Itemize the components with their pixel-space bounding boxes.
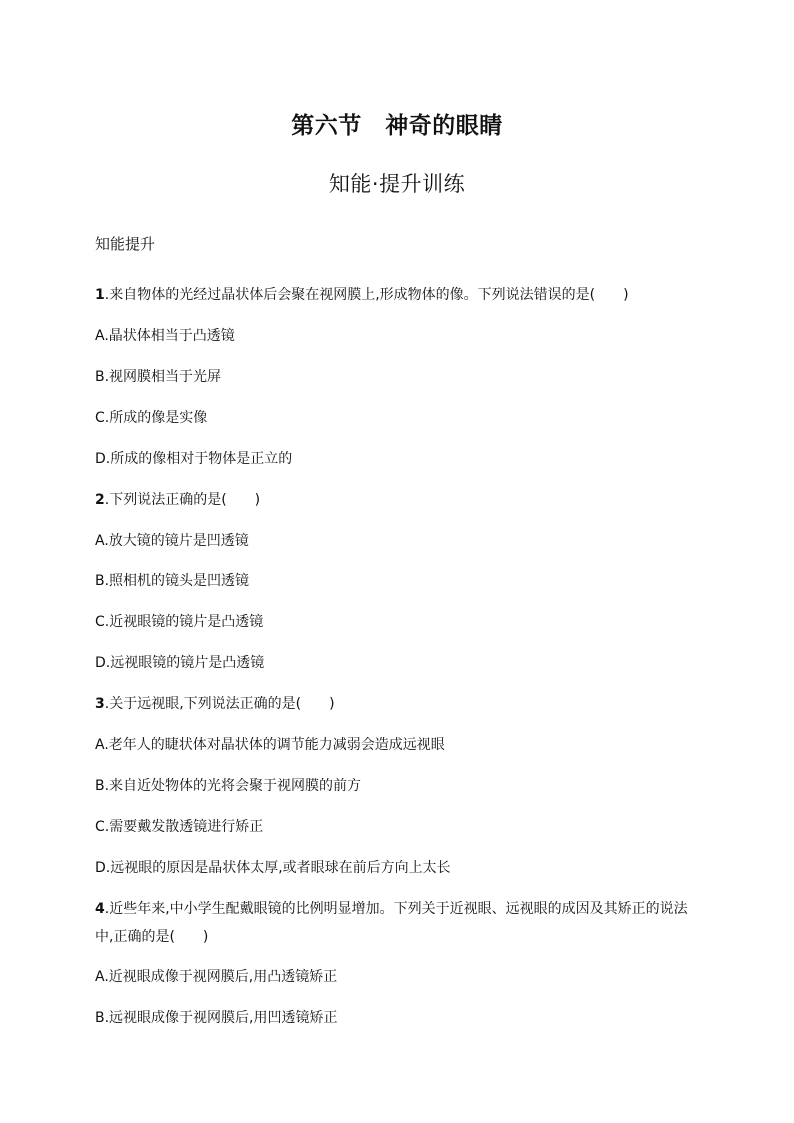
question-1-option-b: B.视网膜相当于光屏 [95, 369, 222, 385]
question-3-option-c: C.需要戴发散透镜进行矫正 [95, 819, 264, 835]
question-text: .来自物体的光经过晶状体后会聚在视网膜上,形成物体的像。下列说法错误的是( ) [104, 287, 629, 303]
question-text: .近些年来,中小学生配戴眼镜的比例明显增加。下列关于近视眼、远视眼的成因及其矫正的说法 [104, 901, 688, 917]
question-3-stem [95, 694, 335, 714]
question-4-option-a: A.近视眼成像于视网膜后,用凸透镜矫正 [95, 969, 338, 985]
page-title: 第六节 神奇的眼睛 [291, 113, 503, 139]
question-3-option-a: A.老年人的睫状体对晶状体的调节能力减弱会造成远视眼 [95, 737, 445, 753]
question-2-stem [95, 490, 260, 510]
question-1-stem [95, 285, 629, 305]
question-1-option-d: D.所成的像相对于物体是正立的 [95, 451, 293, 467]
section-heading: 知能提升 [95, 235, 156, 253]
question-2-option-b: B.照相机的镜头是凹透镜 [95, 573, 250, 589]
question-number: 4 [95, 901, 105, 917]
question-number: 2 [95, 492, 105, 508]
question-2-option-a: A.放大镜的镜片是凹透镜 [95, 533, 249, 549]
question-number: 1 [95, 287, 105, 303]
question-1-option-a: A.晶状体相当于凸透镜 [95, 328, 235, 344]
question-3-option-b: B.来自近处物体的光将会聚于视网膜的前方 [95, 778, 362, 794]
question-4-stem-continued: 中,正确的是( ) [95, 929, 209, 945]
question-text: .下列说法正确的是( ) [104, 492, 261, 508]
question-1-option-c: C.所成的像是实像 [95, 410, 208, 426]
question-number: 3 [95, 696, 105, 712]
question-4-stem [95, 899, 688, 919]
question-3-option-d: D.远视眼的原因是晶状体太厚,或者眼球在前后方向上太长 [95, 860, 451, 876]
page-subtitle: 知能·提升训练 [328, 172, 466, 196]
question-text: .关于远视眼,下列说法正确的是( ) [104, 696, 335, 712]
question-4-option-b: B.远视眼成像于视网膜后,用凹透镜矫正 [95, 1010, 338, 1026]
question-2-option-d: D.远视眼镜的镜片是凸透镜 [95, 655, 265, 671]
question-2-option-c: C.近视眼镜的镜片是凸透镜 [95, 614, 264, 630]
